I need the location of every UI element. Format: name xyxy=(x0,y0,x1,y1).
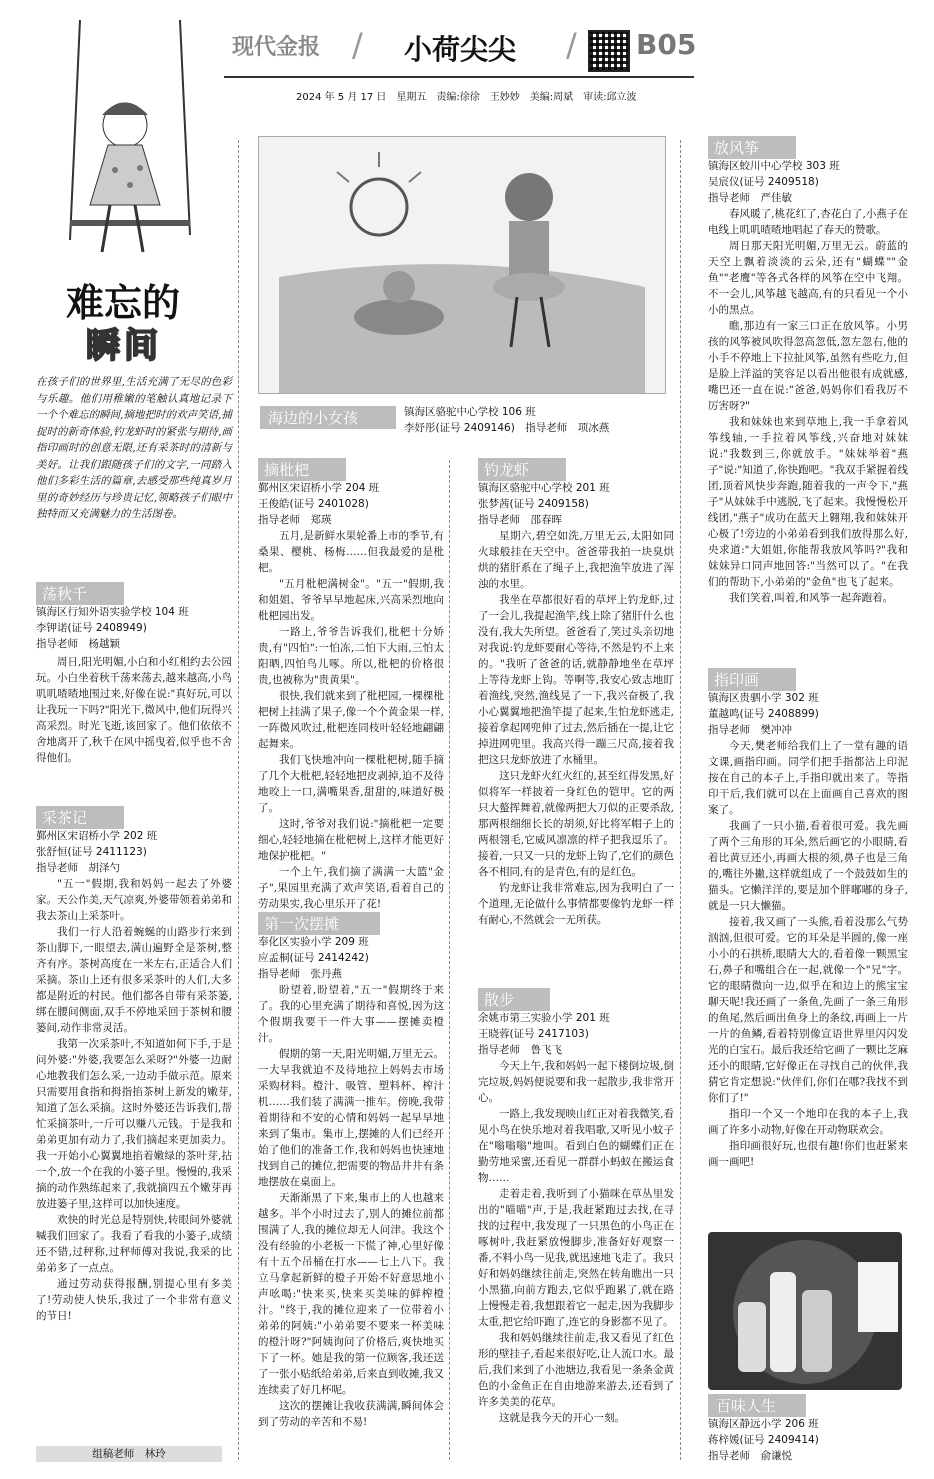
article-title: 荡秋千 xyxy=(36,582,124,605)
article-title: 放风筝 xyxy=(708,136,796,159)
feature-subtitle: 瞬间 xyxy=(86,326,162,366)
separator: / xyxy=(352,26,363,64)
swing-girl-illustration xyxy=(30,20,200,270)
qr-code-icon[interactable] xyxy=(588,30,630,72)
illustration-meta: 镇海区骆驼中心学校 106 班 李妤彤(证号 2409146) 指导老师 项冰燕 xyxy=(404,406,610,434)
column-divider xyxy=(680,140,681,1460)
illustration-caption: 海边的小女孩 xyxy=(260,406,396,429)
article-title: 采茶记 xyxy=(36,806,124,829)
illustration-caption: 百味人生 xyxy=(708,1394,806,1417)
article-meta: 镇海区行知外语实验学校 104 班 李钾诺(证号 2408949) 指导老师 杨越颖 xyxy=(36,606,189,650)
article-title: 指印画 xyxy=(708,668,796,691)
article-meta: 鄞州区宋诏桥小学 204 班 王俊皓(证号 2401028) 指导老师 郑瑛 xyxy=(258,482,380,526)
article-title: 摘枇杷 xyxy=(258,458,346,481)
article-meta: 镇海区骆驼中心学校 201 班 张梦茜(证号 2409158) 指导老师 邵春晖 xyxy=(478,482,610,526)
article-body: 今天上午,我和妈妈一起下楼倒垃圾,倒完垃圾,妈妈便说要和我一起散步,我非常开心。 一路上,我发现映山红正对着我微笑,看见小鸟在快乐地对着我唱歌,又听见小蚊子在"嗡嗡嗡"地叫。看到白色的蝴蝶们正在勤劳地采蜜,还看见一群群小蚂蚁在搬运食物…… 走着走着,我听到了小猫咪在草丛里发出的"喵喵"声,于是,我赶紧跑过去找,在寻找的过程中,我发现了一只黑色的小鸟正在啄树叶,我赶紧放慢脚步,准备好好观察一番,不料小鸟一见我,就迅速地飞走了。我只好和妈妈继续往前走,突然在转角瞧出一只小黑猫,向前方跑去,它似乎跑累了,就在路上慢慢走着,我想跟着它一起走,因为我脚步太重,把它给吓跑了,连它的身影都不见了。 我和妈妈继续往前走,我又看见了红色形的壁挂子,看起来很好吃,让人流口水。最后,我们来到了小池塘边,我看见一条条金黄色的小金鱼正在自由地游来游去,还看到了许多美美的花草。 这就是我今天的开心一刻。 xyxy=(478,1060,674,1424)
article-title: 钓龙虾 xyxy=(478,458,566,481)
article-title: 第一次摆摊 xyxy=(258,912,380,935)
article-meta: 镇海区贵驷小学 302 班 董越鸣(证号 2408899) 指导老师 樊冲冲 xyxy=(708,692,819,736)
article-title: 散步 xyxy=(478,988,550,1011)
article-body: 星期六,碧空如洗,万里无云,太阳如同火球般挂在天空中。爸爸带我拍一块臭烘烘的猪肝系在了绳子上,我把渔竿放进了浑浊的水里。 我坐在草都很好看的草坪上钓龙虾,过了一会儿,我提起渔竿,线上除了猪肝什么也没有,我大失所望。爸爸看了,笑过头亲切地对我说:钓龙虾要耐心等待,不然是钓不上来的。"我听了爸爸的话,就静静地坐在草坪上等待龙虾上钩。等啊等,我安心致志地盯着渔线,突然,渔线晃了一下,我兴奋极了,我小心翼翼地把渔竿提了起来,生怕龙虾逃走,接着拿起网兜伸了过去,然后插在一提,让它掉进网兜里。我高兴得一蹦三尺高,接着我把这只龙虾放进了水桶里。 这只龙虾火红火红的,甚至红得发黑,好似将军一样披着一身红色的铠甲。它的两只大螯挥舞着,就像两把大刀似的正要杀敌,那两根细细长长的胡须,好比将军帽子上的两根翎毛,它威风凛凛的样子把我逗乐了。接着,一只又一只的龙虾上钩了,它们的颜色各不相同,有的是青色,有的是红色。 钓龙虾让我非常难忘,因为我明白了一个道理,无论做什么事情都要像钓龙虾一样有耐心,不然就会一无所获。 xyxy=(478,530,674,926)
beach-girl-drawing xyxy=(258,136,666,394)
section-name: 小荷尖尖 xyxy=(404,33,517,66)
separator: / xyxy=(566,26,577,64)
bottles-drawing xyxy=(708,1232,902,1390)
article-body: 五月,是新鲜水果轮番上市的季节,有桑果、樱桃、杨梅……但我最爱的是枇杷。 "五月枇杷满树金"。"五一"假期,我和姐姐、爷爷早早地起床,兴高采烈地向枇杷园出发。 一路上,爷爷告诉我们,枇杷十分娇贵,有"四怕":一怕冻,二怕下大雨,三怕太阳晒,四怕鸟儿啄。所以,枇杷的价格很贵,也被称为"贵黄果"。 很快,我们就来到了枇杷园,一棵棵枇杷树上挂满了果子,像一个个黄金果一样,一阵微风吹过,枇杷连同枝叶轻轻地翩翩起舞来。 我们飞快地冲向一棵枇杷树,随手摘了几个大枇杷,轻轻地把皮剥掉,迫不及待地咬上一口,满嘴果香,甜甜的,味道好极了。 这时,爷爷对我们说:"摘枇杷一定要细心,轻轻地摘在枇杷树上,这样才能更好地保护枇杷。" 一个上午,我们摘了满满一大篮"金子",果园里充满了欢声笑语,看着自己的劳动果实,我心里乐开了花! xyxy=(258,530,444,910)
page-number: B05 xyxy=(636,28,697,61)
article-body: "五一"假期,我和妈妈一起去了外婆家。天公作美,天气凉爽,外婆带领着弟弟和我去茶山上采茶叶。 我们一行人沿着蜿蜒的山路步行来到茶山脚下,一眼望去,满山遍野全是茶树,整齐有序。茶树高度在一米左右,正适合人们采摘。茶山上还有很多采茶叶的人们,大多都是附近的村民。他们都各自带有采茶篓,绑在腰间侧面,双手不停地采回于茶树和腰篓间,动作非常灵活。 我第一次采茶叶,不知道如何下手,于是问外婆:"外婆,我要怎么采呀?"外婆一边耐心地教我们怎么采,一边动手做示范。原来只需要用食指和拇指掐茶树上新发的嫩芽,知道了怎么采摘。这时外婆还告诉我们,帮忙采摘茶叶,一斤可以赚八元钱。于是我和弟弟更加有动力了,我们摘起来更加卖力。我一开始小心翼翼地掐着嫩绿的茶叶芽,拈一个,放一个在我的小篓子里。慢慢的,我采摘的动作熟练起来了,我就摘四五个嫩芽再放进篓子里,这样可以加快速度。 欢快的时光总是特别快,转眼间外婆就喊我们回家了。我看了看我的小篓子,成绩还不错,过秤称,过秤师傅对我说,我采的比弟弟多了一点点。 通过劳动获得报酬,别提心里有多美了!劳动使人快乐,我过了一个非常有意义的节日! xyxy=(36,878,232,1322)
editor-credit: 组稿老师 林玲 xyxy=(36,1446,222,1462)
article-body: 周日,阳光明媚,小白和小红相约去公园玩。小白坐着秋千荡来荡去,越来越高,小鸟叽叽喳喳地围过来,好像在说:"真好玩,可以让我玩一下吗?"阳光下,微风中,他们玩得兴高采烈。时光飞逝,该回家了。他们依依不舍地离开了,秋千在风中摇曳着,似乎也不舍得他们。 xyxy=(36,656,232,764)
article-meta: 镇海区蛟川中心学校 303 班 吴宸仪(证号 2409518) 指导老师 严佳敏 xyxy=(708,160,840,204)
article-meta: 奉化区实验小学 209 班 应孟桐(证号 2414242) 指导老师 张丹燕 xyxy=(258,936,369,980)
illustration-meta: 镇海区静远小学 206 班 蒋梓媛(证号 2409414) 指导老师 俞谦悦 xyxy=(708,1418,819,1462)
feature-title: 难忘的 xyxy=(66,281,181,325)
column-divider xyxy=(238,140,239,1460)
paper-name: 现代金报 xyxy=(232,35,321,60)
dateline: 2024 年 5 月 17 日 星期五 责编:徐徐 王妙妙 美编:周斌 审读:邱立波 xyxy=(296,92,637,103)
column-divider xyxy=(449,460,450,1460)
feature-intro: 在孩子们的世界里,生活充满了无尽的色彩与乐趣。他们用稚嫩的笔触认真地记录下一个个难忘的瞬间,摘地把时的欢声笑语,捕捉时的新奇体验,钓龙虾时的紧张与期待,画指印画时的创意无限,还有采茶时的清新与美好。让我们跟随孩子们的文字,一同踏入他们多彩生活的篇章,去感受那些纯真岁月里的奇妙经历与珍贵记忆,领略孩子们眼中独特而又充满魅力的生活图卷。 xyxy=(36,376,232,520)
header-rule xyxy=(224,76,694,78)
article-meta: 鄞州区宋诏桥小学 202 班 张舒恒(证号 2411123) 指导老师 胡泽勺 xyxy=(36,830,158,874)
article-body: 今天,樊老师给我们上了一堂有趣的语文课,画指印画。同学们把手指都沾上印泥按在自己的本子上,手指印就出来了。等指印干后,我们就可以在上面画自己喜欢的图案了。 我画了一只小猫,看着很可爱。我先画了两个三角形的耳朵,然后画它的小眼睛,看着比黄豆还小,再画大根的须,鼻子也是三角的,嘴往外撇,这样就组成了一个鼓鼓如生的猫头。它懒洋洋的,要是加个胖嘟嘟的身子,就是一只大懒猫。 接着,我又画了一头熊,看着没那么气势汹汹,但很可爱。它的耳朵是半圆的,像一座小小的石拱桥,眼睛大大的,看着像一颗黑宝石,鼻子和嘴组合在一起,就像一个"兄"字。它的眼睛微向一边,似乎在和边上的熊宝宝聊天呢!我还画了一条鱼,先画了一条三角形的鱼尾,然后画出鱼身上的条纹,再画上一片一片的鱼鳞,看着特别像宣语世界里闪闪发光的白宝石。最后我还给它画了一颗比芝麻还小的眼睛,它好像正在寻找自己的伙伴,我猜它肯定想说:"伙伴们,你们在哪?我找不到你们了!" 指印一个又一个地印在我的本子上,我画了许多小动物,好像在开动物联欢会。 指印画很好玩,也很有趣!你们也赶紧来画一画吧! xyxy=(708,740,908,1168)
article-body: 盼望着,盼望着,"五一"假期终于来了。我的心里充满了期待和喜悦,因为这个假期我要干一件大事——摆摊卖橙汁。 假期的第一天,阳光明媚,万里无云。一大早我就迫不及待地拉上妈妈去市场采购材料。橙汁、吸管、塑料杯、榨汁机……我们装了满满一推车。傍晚,我带着期待和不安的心情和妈妈一起早早地来到了集市。集市上,摆摊的人们已经开始了他们的准备工作,我和妈妈也快速地找到自己的摊位,把需要的物品井井有条地摆放在桌面上。 天渐渐黑了下来,集市上的人也越来越多。半个小时过去了,别人的摊位前都围满了人,我的摊位却无人问津。我这个没有经验的小老板一下慌了神,心里好像有十五个吊桶在打水——七上八下。我立马拿起新鲜的橙子开始不好意思地小声吆喝:"快来买,快来买美味的鲜榨橙汁。"终于,我的摊位迎来了一位带着小弟弟的阿姨:"小弟弟要不要来一杯美味的橙汁呀?"阿姨询问了价格后,爽快地买下了一杯。她是我的第一位顾客,我还送了一张小贴纸给弟弟,后来直到收摊,我又连续卖了好几杯呢。 这次的摆摊让我收获满满,瞬间体会到了劳动的辛苦和不易! xyxy=(258,984,444,1428)
article-body: 春风暖了,桃花红了,杏花白了,小燕子在电线上叽叽喳喳地唱起了春天的赞歌。 周日那天阳光明媚,万里无云。蔚蓝的天空上飘着淡淡的云朵,还有"蝴蝶""金鱼""老鹰"等各式各样的风筝在空中飞翔。不一会儿,风筝越飞越高,有的只看见一个小小的黑点。 瞧,那边有一家三口正在放风筝。小男孩的风筝被风吹得忽高忽低,忽左忽右,他的小手不停地上下拉扯风筝,虽然有些吃力,但是脸上洋溢的笑容足以看出他很有成就感,嘴巴还一直在说:"爸爸,妈妈你们看我厉不厉害呀?" 我和妹妹也来到草地上,我一手拿着风筝线轴,一手拉着风筝线,兴奋地对妹妹说:"我数到三,你就放手。"妹妹举着"燕子"说:"知道了,你快跑吧。"我双手紧握着线团,顶着风快步奔跑,随着我的一声令下,"燕子"从妹妹手中逃脱,飞了起来。我慢慢松开线团,"燕子"成功在蓝天上翱翔,我和妹妹开心极了!旁边的小弟弟看到我们放得那么好,央求道:"大姐姐,你能帮我放风筝吗?"我和妹妹异口同声地回答:"当然可以了。"在我们的帮助下,小弟弟的"金鱼"也飞了起来。 我们笑着,叫着,和风筝一起奔跑着。 xyxy=(708,208,908,604)
article-meta: 余姚市第三实验小学 201 班 王晓蓉(证号 2417103) 指导老师 鲁飞飞 xyxy=(478,1012,610,1056)
